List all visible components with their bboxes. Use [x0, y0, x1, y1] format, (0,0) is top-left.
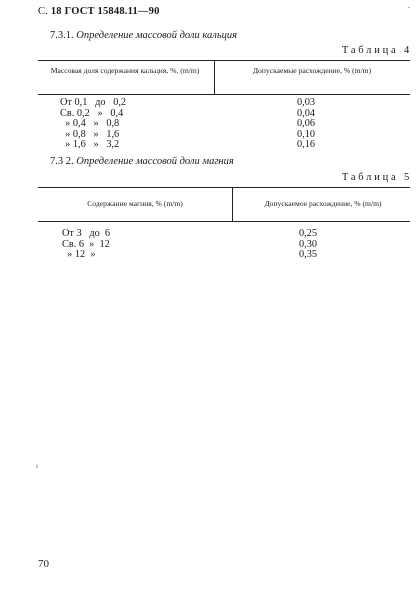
table5-body: [62, 229, 110, 261]
table-row-range: » 0,8 » 1,6: [60, 128, 120, 140]
section-heading-calcium: [50, 30, 237, 41]
table-row-value: 0,10: [296, 128, 316, 140]
section-title: Определение массовой доли кальция: [76, 30, 238, 41]
margin-mark: ı: [36, 462, 38, 470]
page-prefix: С.: [38, 6, 49, 17]
table-row-value: 0,04: [296, 107, 316, 119]
corner-mark: -: [407, 3, 410, 11]
table4-top-rule: [38, 60, 410, 61]
table4-column-divider: [214, 60, 215, 94]
section-heading-magnesium: [50, 156, 234, 167]
page-header: [38, 6, 160, 17]
table-row-range: » 1,6 » 3,2: [60, 139, 120, 151]
table-row-range: От 0,1 до 0,2: [60, 97, 127, 108]
table-label-5: Таблица 5: [341, 172, 412, 183]
table4-body: [60, 98, 126, 151]
table-row-value: 0,25: [298, 228, 318, 239]
table5-header-rule: [38, 221, 410, 222]
table-row-value: 0,03: [296, 97, 316, 108]
table4-header-rule: [38, 94, 410, 95]
table-label-4: Таблица 4: [341, 45, 412, 56]
table5-top-rule: [38, 187, 410, 188]
table5-col1-header: Содержание магния, % (m/m): [87, 199, 183, 208]
table-row-value: 0,35: [298, 249, 318, 261]
section-title: Определение массовой доли магния: [76, 156, 234, 167]
table-row-value: 0,06: [296, 118, 316, 130]
table-row-range: Св. 0,2 » 0,4: [60, 107, 124, 119]
page-number: 18: [50, 6, 62, 17]
footer-page-number: 70: [38, 558, 49, 570]
section-number: 7.3 2.: [50, 156, 74, 167]
table-row-value: 0,30: [298, 238, 318, 250]
table-row-range: Св. 6 » 12: [62, 238, 110, 250]
table-row-range: » 12 »: [62, 249, 96, 261]
table5-column-divider: [232, 187, 233, 221]
table-row-range: » 0,4 » 0,8: [60, 118, 120, 130]
table-row-range: От 3 до 6: [62, 228, 111, 239]
table-row-value: 0,16: [296, 139, 316, 151]
section-number: 7.3.1.: [50, 30, 74, 41]
table5-values: [288, 229, 328, 261]
standard-code: ГОСТ 15848.11—90: [64, 6, 160, 17]
table5-col2-header: Допускаемое расхождение, % (m/m): [264, 199, 382, 208]
table4-col2-header: Допускаемые расхождение, % (m/m): [252, 66, 372, 75]
table4-values: [286, 98, 326, 151]
table4-col1-header: Массовая доля содержания кальция, %, (m/m): [50, 66, 200, 75]
